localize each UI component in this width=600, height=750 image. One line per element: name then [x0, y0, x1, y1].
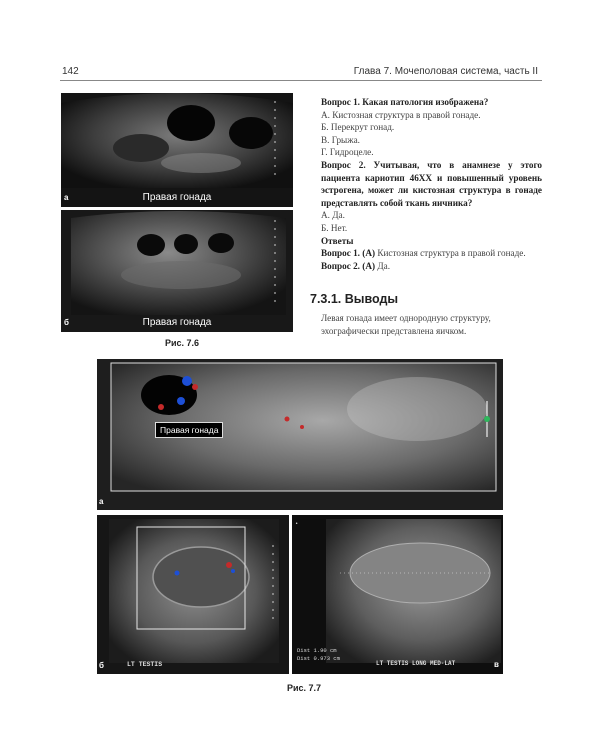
- answer-2-text: Да.: [377, 260, 390, 271]
- answer-1: [321, 247, 542, 260]
- answer-2-label: Вопрос 2. (А): [321, 260, 376, 271]
- question-1-option: Г. Гидроцеле.: [321, 147, 374, 158]
- panel-text: LT TESTIS LONG MED-LAT: [376, 660, 456, 667]
- question-2-title: Вопрос 2. Учитывая, что в анамнезе у этого пациента кариотип 46XX и повышенный уровень эстрогена, может ли кистозная структура в гонаде представлять собой ткань яичника?: [321, 159, 542, 208]
- measure-dist-1: Dist 1.90 cm: [297, 647, 337, 654]
- panel-label: Правая гонада: [142, 317, 212, 328]
- answer-1-text: Кистозная структура в правой гонаде.: [377, 248, 526, 259]
- answer-1-label: Вопрос 1. (А): [321, 248, 376, 259]
- panel-letter: в: [494, 660, 499, 669]
- panel-letter: а: [99, 497, 104, 506]
- questions-text: [321, 96, 542, 272]
- section-heading: 7.3.1. Выводы: [310, 292, 399, 306]
- header-rule: [60, 80, 542, 81]
- question-1-option: Б. Перекрут гонад.: [321, 122, 395, 133]
- section-text: Левая гонада имеет однородную структуру, эхографически представлена яичком.: [321, 313, 491, 336]
- panel-text: LT TESTIS: [127, 661, 163, 668]
- question-2-option: Б. Нет.: [321, 222, 348, 233]
- gonad-label: Правая гонада: [155, 422, 223, 438]
- panel-letter: б: [99, 661, 104, 670]
- question-1-option: А. Кистозная структура в правой гонаде.: [321, 109, 481, 120]
- question-1-title: Вопрос 1. Какая патология изображена?: [321, 97, 489, 107]
- panel-letter: б: [64, 318, 69, 327]
- ultrasound-fig-7-6a: [61, 93, 293, 207]
- question-1-option: В. Грыжа.: [321, 134, 360, 145]
- question-2-option: А. Да.: [321, 210, 345, 221]
- page-number: 142: [62, 66, 79, 77]
- chapter-title: Глава 7. Мочеполовая система, часть II: [353, 66, 538, 77]
- answers-title: Ответы: [321, 235, 354, 246]
- measure-dist-2: Dist 0.973 cm: [297, 655, 340, 662]
- figure-caption: Рис. 7.6: [165, 338, 200, 348]
- answer-2: [321, 260, 542, 273]
- ultrasound-fig-7-7c: • Dist 1.90 cm Dist 0.973 cm LT TESTIS LONG MED-LAT в: [292, 515, 503, 674]
- panel-letter: а: [64, 193, 69, 202]
- panel-label: Правая гонада: [142, 192, 212, 203]
- ultrasound-fig-7-6b: [61, 210, 293, 332]
- ultrasound-fig-7-7a: [97, 359, 503, 510]
- figure-caption: Рис. 7.7: [287, 683, 322, 693]
- ultrasound-fig-7-7b: [97, 515, 289, 674]
